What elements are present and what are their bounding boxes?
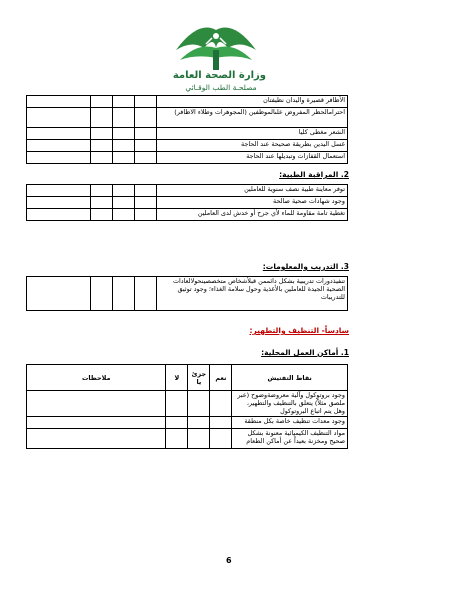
table-row [27, 391, 348, 417]
table-row [27, 185, 348, 197]
checkpoint-cell: وجود شهادات صحية صالحة [156, 197, 347, 209]
checkpoint-cell: وجود بروتوكول وآلية معروضةوضوح (عبر ملصق مثلاً) يتعلق بالتنظيف والتطهير، وهل يتم اتباع البروتوكول [232, 391, 348, 417]
page-number: 6 [226, 556, 232, 565]
ministry-name: وزارة الصحة العامة [172, 70, 266, 81]
table-row [27, 197, 348, 209]
column-header-partial: جزئ يا [188, 365, 210, 391]
section-heading-workplaces: 1. أماكن العمل المحلية: [261, 348, 349, 357]
checkpoint-cell: الأظافر قصيرة واليدان نظيفتان [156, 96, 347, 108]
table-row [27, 140, 348, 152]
column-header-notes: ملاحظات [27, 365, 166, 391]
table-row [27, 96, 348, 108]
training-table [26, 276, 348, 311]
column-header-no: لا [166, 365, 188, 391]
section-heading-training: 3. التدريب والمعلومات: [262, 262, 349, 271]
department-name: مصلحـة الطب الوقـائي [185, 83, 257, 92]
section-heading-cleaning: سادساً- التنظيف والتطهير: [249, 326, 349, 335]
checkpoint-cell: توفر معاينة طبية نصف سنوية للعاملين [156, 185, 347, 197]
column-header-checkpoints: نقاط التفتيش [232, 365, 348, 391]
checkpoint-cell: الشعر مغطى كليا [156, 128, 347, 140]
section-heading-medical: 2. المراقبة الطبية: [279, 170, 349, 179]
table-header-row [27, 365, 348, 391]
table-row [27, 417, 348, 429]
checkpoint-cell: وجود معدات تنظيف خاصة بكل منطقة [232, 417, 348, 429]
column-header-yes: نعم [210, 365, 232, 391]
checkpoint-cell: تنفيذدورات تدريبية بشكل دائممن قبلأشخاص متخصصينحولالعادات الصحية الجيدة للعاملين بالأغذية وحول سلامة الغذاء؛ وجود توثيق للتدريبات [156, 277, 347, 311]
hygiene-table [26, 95, 348, 164]
cedar-tree-icon [168, 26, 264, 72]
table-row [27, 429, 348, 449]
checkpoint-cell: استعمال القفازات وتبديلها عند الحاجة [156, 152, 347, 164]
checkpoint-cell: تغطية تامة مقاومة للماء لأي جرح أو خدش لدى العاملين [156, 209, 347, 221]
checkpoint-cell: غسل اليدين بطريقة صحيحة عند الحاجة [156, 140, 347, 152]
table-row [27, 209, 348, 221]
cleaning-table [26, 364, 348, 449]
medical-table [26, 184, 348, 221]
checkpoint-cell: مواد التنظيف الكيميائية معنونة بشكل صحيح ومخزنة بعيداً عن أماكن الطعام [232, 429, 348, 449]
table-row [27, 128, 348, 140]
table-row [27, 152, 348, 164]
table-row [27, 108, 348, 128]
table-row [27, 277, 348, 311]
checkpoint-cell: احترامالحظر المفروض علىالموظفين (المجوهرات وطلاء الاظافر) [156, 108, 347, 128]
